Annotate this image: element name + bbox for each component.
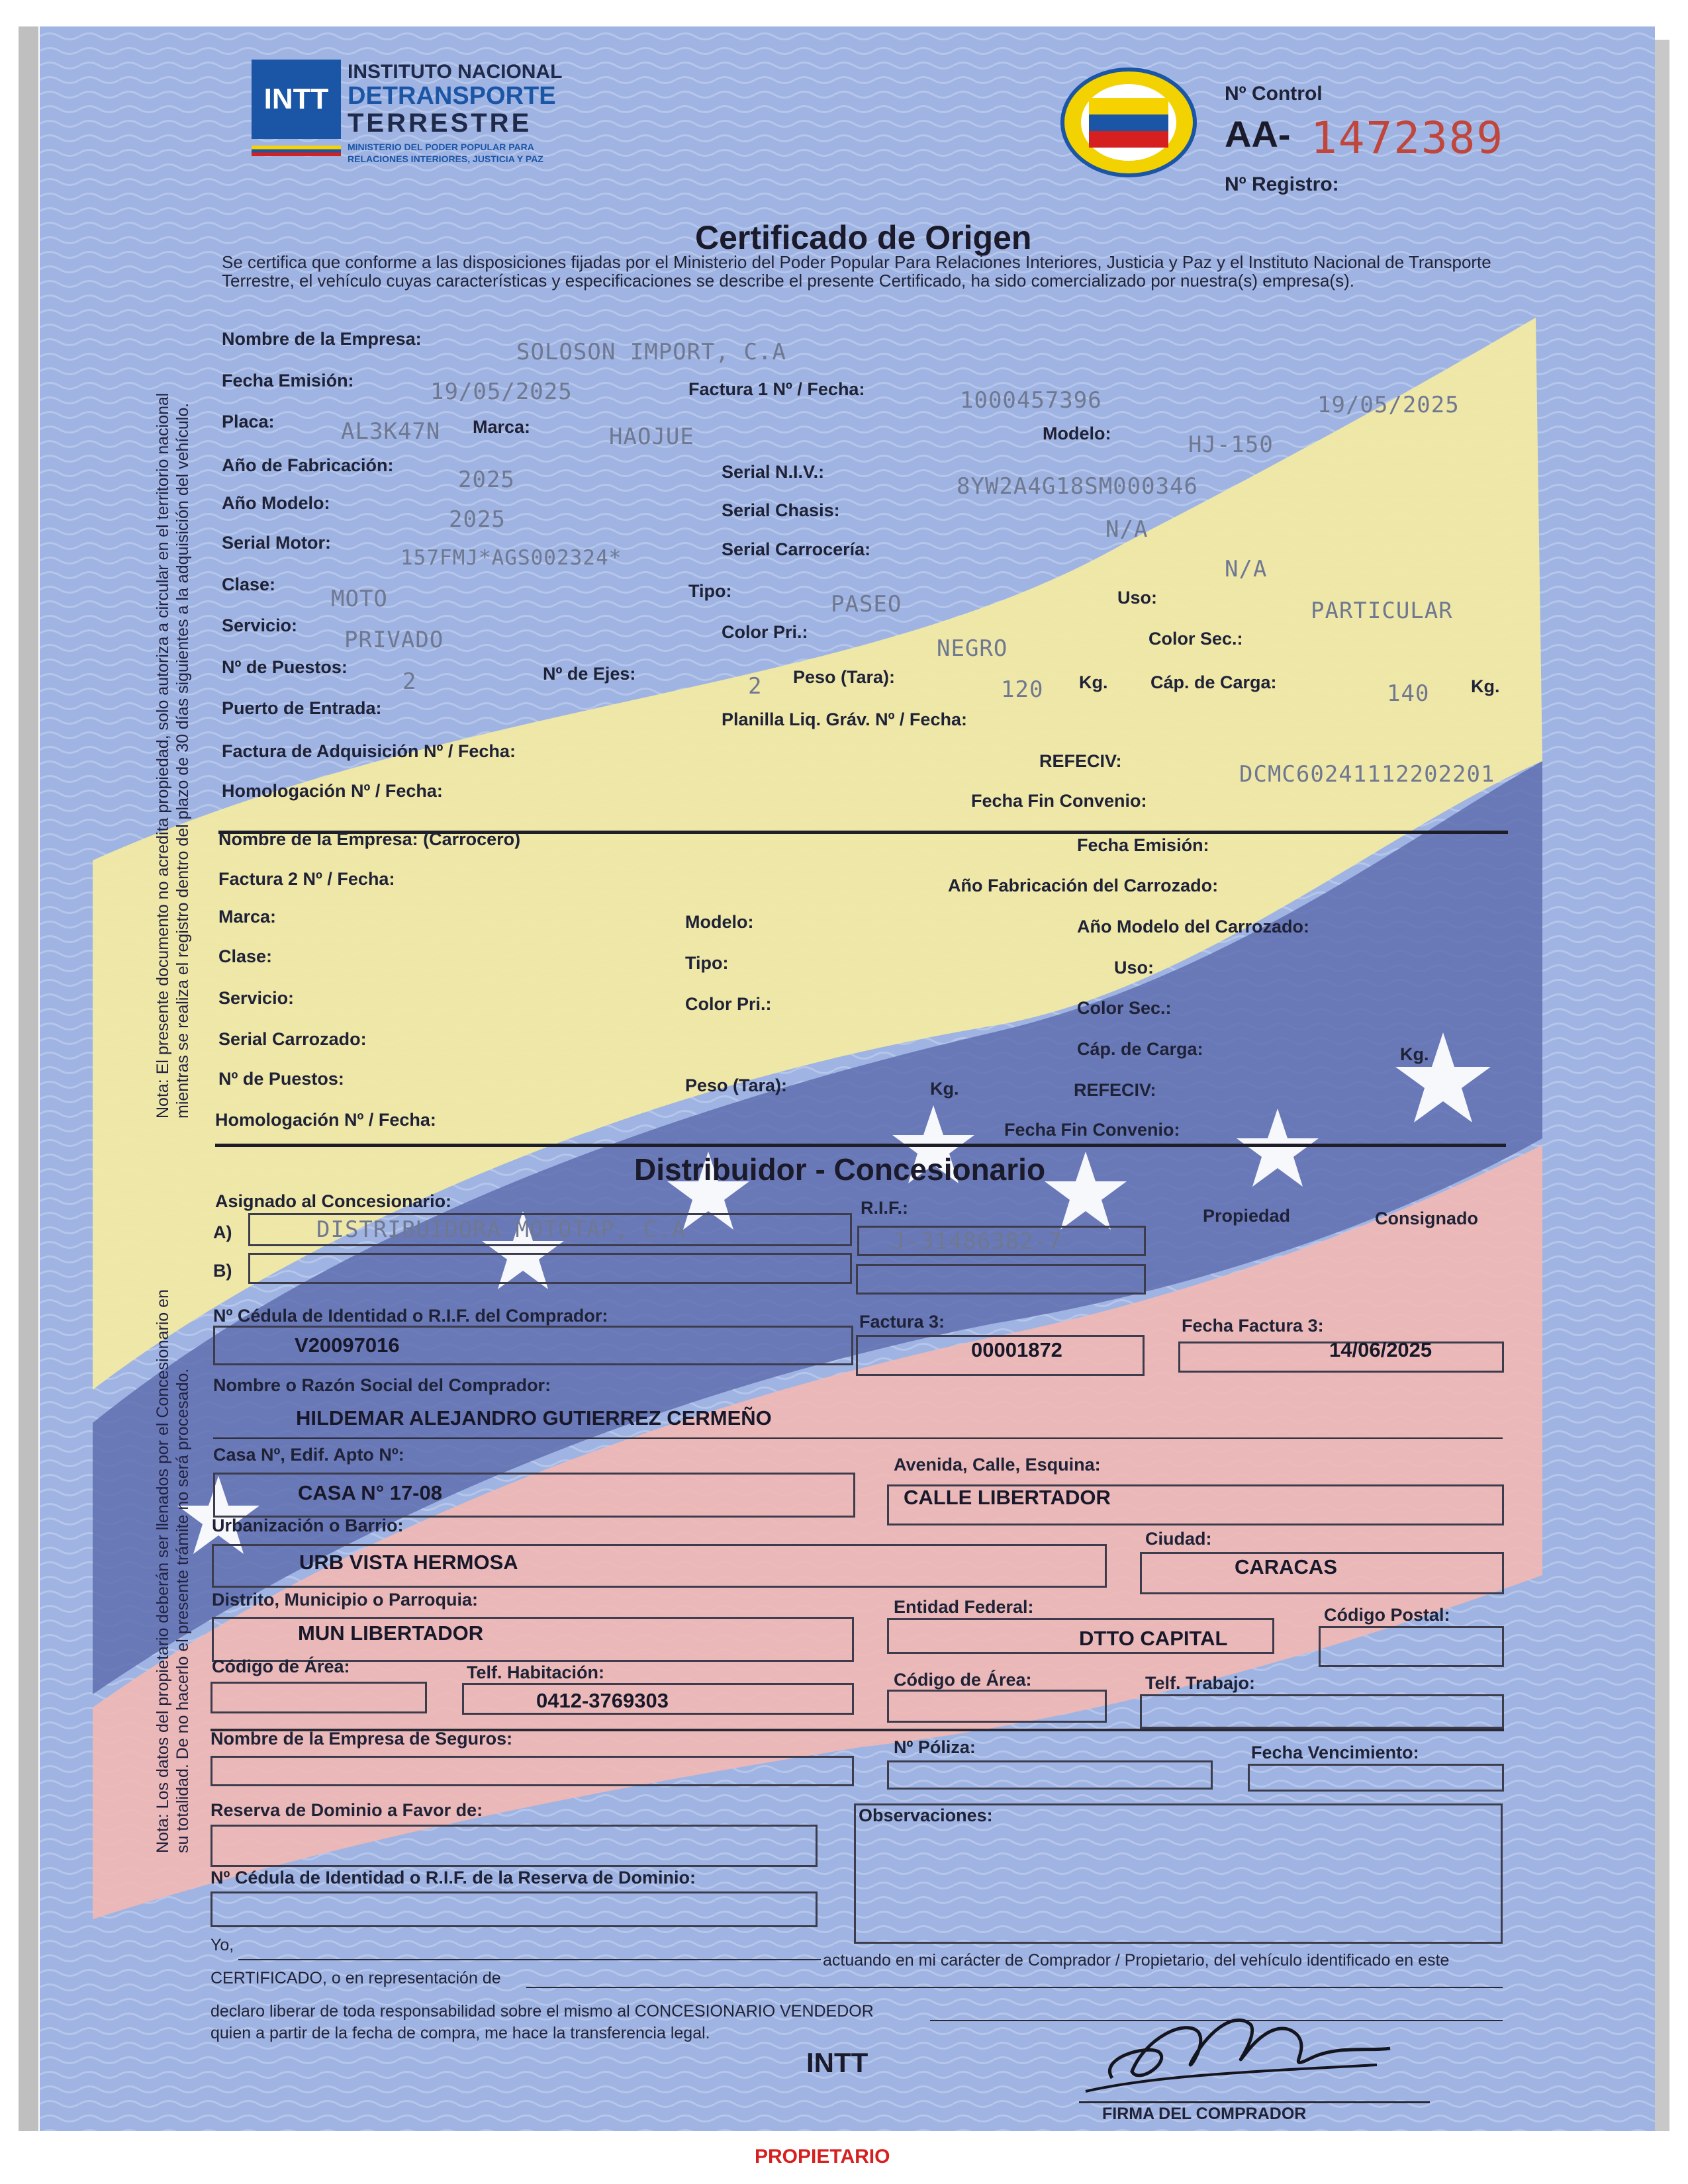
avenida-label: Avenida, Calle, Esquina:	[894, 1455, 1101, 1475]
anio-modelo-label: Año Modelo:	[222, 493, 330, 513]
servicio-label: Servicio:	[222, 615, 298, 635]
tipo-label: Tipo:	[688, 581, 732, 601]
entidad-value: DTTO CAPITAL	[1079, 1627, 1228, 1650]
uso-label: Uso:	[1117, 588, 1157, 608]
area1-field[interactable]	[211, 1682, 427, 1713]
casa-value: CASA N° 17-08	[298, 1481, 442, 1504]
quien-text: quien a partir de la fecha de compra, me hace la transferencia legal.	[211, 2024, 710, 2042]
rif-a-value: J-31486382-7	[892, 1228, 1062, 1255]
tipo-value: PASEO	[831, 591, 902, 617]
yo-line	[238, 1959, 821, 1960]
area2-field[interactable]	[887, 1690, 1107, 1723]
serial-niv-label: Serial N.I.V.:	[722, 462, 825, 482]
postal-label: Código Postal:	[1324, 1605, 1450, 1625]
actuando-text: actuando en mi carácter de Comprador / Propietario, del vehículo identificado en este	[823, 1951, 1450, 1970]
ministry-seal	[1059, 66, 1198, 179]
carrocero-modelo-label: Modelo:	[685, 912, 754, 932]
observaciones-label: Observaciones:	[859, 1805, 993, 1825]
concesionario-a-value: DISTRIBUIDORA MOTOTAP, C.A	[316, 1216, 686, 1243]
cap-carga-value: 140	[1387, 680, 1430, 707]
representacion-line	[526, 1987, 1503, 1988]
nombre-comprador-line	[213, 1437, 1503, 1439]
carrocero-refeciv-label: REFECIV:	[1074, 1080, 1156, 1100]
color-pri-value: NEGRO	[937, 635, 1008, 662]
intt-footer-mark: INTT	[806, 2047, 868, 2078]
carrocero-fecha-emision-label: Fecha Emisión:	[1077, 835, 1209, 855]
color-pri-label: Color Pri.:	[722, 622, 808, 642]
logo-flag-stripe	[252, 146, 341, 156]
distrito-value: MUN LIBERTADOR	[298, 1621, 484, 1645]
serial-chasis-label: Serial Chasis:	[722, 500, 840, 520]
clase-value: MOTO	[331, 586, 388, 612]
empresa-label: Nombre de la Empresa:	[222, 329, 422, 349]
area2-label: Código de Área:	[894, 1670, 1032, 1690]
fecha-emision-label: Fecha Emisión:	[222, 371, 354, 390]
document-title: Certificado de Origen	[695, 219, 1032, 256]
rif-b-field[interactable]	[856, 1264, 1146, 1295]
urbanizacion-label: Urbanización o Barrio:	[212, 1516, 404, 1535]
poliza-field[interactable]	[887, 1760, 1213, 1790]
seguros-field[interactable]	[211, 1756, 854, 1786]
control-label: Nº Control	[1225, 83, 1323, 105]
carrocero-cap-kg-label: Kg.	[1400, 1044, 1429, 1064]
factura2-label: Factura 2 Nº / Fecha:	[218, 869, 395, 889]
firma-line	[1079, 2101, 1430, 2103]
postal-field[interactable]	[1319, 1626, 1504, 1667]
empresa-value: SOLOSON IMPORT, C.A	[516, 339, 786, 365]
carrocero-homologacion-label: Homologación Nº / Fecha:	[215, 1110, 436, 1130]
servicio-value: PRIVADO	[344, 627, 444, 653]
fecha-factura3-value: 14/06/2025	[1329, 1338, 1432, 1361]
refeciv-label: REFECIV:	[1039, 751, 1122, 771]
intro-text: Se certifica que conforme a las disposiciones fijadas por el Ministerio del Poder Popular Para Relaciones Interiores, Justicia y Paz y el Instituto Nacional de Transporte Terrestre, el vehículo cuyas características y especificaciones se describe el presente Certificado, ha sido comercializado por nuestra(s) empresa(s).	[222, 252, 1491, 291]
cedula-comprador-value: V20097016	[295, 1334, 400, 1357]
carrocero-cap-carga-label: Cáp. de Carga:	[1077, 1039, 1203, 1059]
factura3-value: 00001872	[971, 1338, 1062, 1361]
casa-label: Casa Nº, Edif. Apto Nº:	[213, 1445, 404, 1465]
carrocero-tipo-label: Tipo:	[685, 953, 729, 973]
intt-logo-badge	[252, 60, 341, 139]
logo-line-1: INSTITUTO NACIONAL	[348, 61, 563, 83]
placa-label: Placa:	[222, 412, 275, 432]
carrocero-clase-label: Clase:	[218, 946, 273, 966]
carrocero-fecha-fin-label: Fecha Fin Convenio:	[1004, 1120, 1180, 1140]
cap-carga-label: Cáp. de Carga:	[1150, 672, 1277, 692]
fecha-fin-label: Fecha Fin Convenio:	[971, 791, 1147, 811]
clase-label: Clase:	[222, 574, 276, 594]
rif-label: R.I.F.:	[861, 1198, 908, 1218]
footer-propietario: PROPIETARIO	[755, 2146, 890, 2167]
reserva-label: Reserva de Dominio a Favor de:	[211, 1800, 483, 1820]
carrocero-servicio-label: Servicio:	[218, 988, 295, 1008]
serial-motor-value: 157FMJ*AGS002324*	[400, 546, 622, 570]
peso-label: Peso (Tara):	[793, 667, 896, 687]
vencimiento-field[interactable]	[1248, 1764, 1504, 1792]
serial-carroceria-label: Serial Carrocería:	[722, 539, 871, 559]
buyer-signature	[1059, 1999, 1403, 2111]
puestos-label: Nº de Puestos:	[222, 657, 348, 677]
telf-hab-label: Telf. Habitación:	[467, 1662, 605, 1682]
consignado-label: Consignado	[1375, 1208, 1478, 1228]
serial-carroceria-value: N/A	[1225, 556, 1268, 582]
telf-trabajo-label: Telf. Trabajo:	[1145, 1673, 1256, 1693]
reserva-field[interactable]	[211, 1825, 818, 1867]
factura-adq-label: Factura de Adquisición Nº / Fecha:	[222, 741, 516, 761]
carrocero-peso-label: Peso (Tara):	[685, 1075, 788, 1095]
serial-chasis-value: N/A	[1105, 516, 1149, 543]
carrocero-color-pri-label: Color Pri.:	[685, 994, 772, 1014]
logo-sub-1: MINISTERIO DEL PODER POPULAR PARA	[348, 142, 534, 152]
homologacion-label: Homologación Nº / Fecha:	[222, 781, 443, 801]
anio-modelo-carr-label: Año Modelo del Carrozado:	[1077, 917, 1309, 936]
cedula-reserva-label: Nº Cédula de Identidad o R.I.F. de la Reserva de Dominio:	[211, 1868, 696, 1888]
telf-hab-value: 0412-3769303	[536, 1689, 669, 1712]
serial-carrozado-label: Serial Carrozado:	[218, 1029, 367, 1049]
anio-fab-value: 2025	[458, 467, 515, 493]
puerto-label: Puerto de Entrada:	[222, 698, 382, 718]
anio-fab-label: Año de Fabricación:	[222, 455, 394, 475]
registro-label: Nº Registro:	[1225, 173, 1339, 195]
seguros-label: Nombre de la Empresa de Seguros:	[211, 1729, 513, 1749]
planilla-label: Planilla Liq. Gráv. Nº / Fecha:	[722, 709, 967, 729]
nombre-comprador-label: Nombre o Razón Social del Comprador:	[213, 1375, 551, 1395]
marca-label: Marca:	[473, 417, 531, 437]
anio-fab-carr-label: Año Fabricación del Carrozado:	[948, 876, 1219, 895]
cap-carga-kg-label: Kg.	[1471, 676, 1500, 696]
propiedad-label: Propiedad	[1203, 1206, 1291, 1226]
serial-niv-value: 8YW2A4G18SM000346	[957, 473, 1198, 500]
section-divider-2	[215, 1144, 1506, 1147]
placa-value: AL3K47N	[341, 418, 441, 445]
intt-logo	[252, 60, 596, 179]
factura1-number: 1000457396	[960, 387, 1102, 414]
intt-logo-abbr: INTT	[263, 83, 329, 115]
distrito-label: Distrito, Municipio o Parroquia:	[212, 1590, 479, 1610]
entidad-label: Entidad Federal:	[894, 1597, 1034, 1617]
declaro-text: declaro liberar de toda responsabilidad sobre el mismo al CONCESIONARIO VENDEDOR	[211, 2002, 874, 2021]
certificado-text: CERTIFICADO, o en representación de	[211, 1969, 501, 1987]
peso-value: 120	[1001, 676, 1044, 703]
carrocero-empresa-label: Nombre de la Empresa: (Carrocero)	[218, 829, 521, 849]
modelo-value: HJ-150	[1188, 432, 1274, 458]
urbanizacion-value: URB VISTA HERMOSA	[299, 1551, 518, 1574]
asignado-label: Asignado al Concesionario:	[215, 1191, 452, 1211]
distribuidor-title: Distribuidor - Concesionario	[634, 1152, 1046, 1187]
logo-sub-2: RELACIONES INTERIORES, JUSTICIA Y PAZ	[348, 154, 543, 164]
ejes-label: Nº de Ejes:	[543, 664, 636, 684]
logo-line-3: TERRESTRE	[348, 109, 532, 138]
carrocero-uso-label: Uso:	[1114, 958, 1154, 978]
ciudad-value: CARACAS	[1235, 1555, 1337, 1578]
fecha-emision-value: 19/05/2025	[430, 379, 573, 405]
side-note-bottom-1: Nota: Los datos del propietario deberán ser llenados por el Concesionario en	[154, 1289, 172, 1853]
carrocero-peso-kg-label: Kg.	[930, 1079, 959, 1099]
uso-value: PARTICULAR	[1311, 598, 1453, 624]
telf-trabajo-field[interactable]	[1140, 1694, 1504, 1729]
side-note-bottom-2: su totalidad. De no hacerlo el presente trámite no será procesado.	[173, 1368, 192, 1853]
color-sec-label: Color Sec.:	[1149, 629, 1243, 649]
serial-motor-label: Serial Motor:	[222, 533, 332, 553]
factura3-label: Factura 3:	[859, 1312, 945, 1332]
factura1-label: Factura 1 Nº / Fecha:	[688, 379, 865, 399]
yo-label: Yo,	[211, 1936, 234, 1954]
peso-kg-label: Kg.	[1079, 672, 1108, 692]
avenida-value: CALLE LIBERTADOR	[904, 1486, 1111, 1509]
cedula-comprador-label: Nº Cédula de Identidad o R.I.F. del Comprador:	[213, 1306, 608, 1326]
anio-modelo-value: 2025	[449, 506, 506, 533]
control-number: 1472389	[1311, 113, 1505, 163]
refeciv-value: DCMC60241112202201	[1239, 761, 1495, 788]
concesionario-b-field[interactable]	[248, 1253, 852, 1284]
vencimiento-label: Fecha Vencimiento:	[1251, 1743, 1419, 1762]
side-note-top-2: mientras se realiza el registro dentro del plazo de 30 días siguientes a la adquisición del vehículo.	[173, 402, 192, 1118]
ejes-value: 2	[748, 673, 763, 700]
modelo-label: Modelo:	[1043, 424, 1111, 443]
side-note-top-1: Nota: El presente documento no acredita propiedad, solo autoriza a circular en el territorio nacional	[154, 392, 172, 1118]
carrocero-puestos-label: Nº de Puestos:	[218, 1069, 344, 1089]
firma-label: FIRMA DEL COMPRADOR	[1102, 2105, 1307, 2123]
poliza-label: Nº Póliza:	[894, 1737, 976, 1757]
cedula-reserva-field[interactable]	[211, 1891, 818, 1927]
area1-label: Código de Área:	[212, 1657, 350, 1676]
row-a-label: A)	[213, 1222, 232, 1242]
logo-line-2: DETRANSPORTE	[348, 82, 556, 110]
nombre-comprador-value: HILDEMAR ALEJANDRO GUTIERREZ CERMEÑO	[296, 1406, 772, 1430]
fecha-factura3-label: Fecha Factura 3:	[1182, 1316, 1324, 1336]
marca-value: HAOJUE	[609, 424, 694, 450]
puestos-value: 2	[402, 668, 417, 695]
carrocero-marca-label: Marca:	[218, 907, 277, 927]
row-b-label: B)	[213, 1261, 232, 1281]
carrocero-color-sec-label: Color Sec.:	[1077, 998, 1172, 1018]
ciudad-label: Ciudad:	[1145, 1529, 1212, 1549]
control-prefix: AA-	[1225, 113, 1291, 155]
factura1-date: 19/05/2025	[1317, 392, 1460, 418]
observaciones-field[interactable]	[854, 1803, 1503, 1944]
